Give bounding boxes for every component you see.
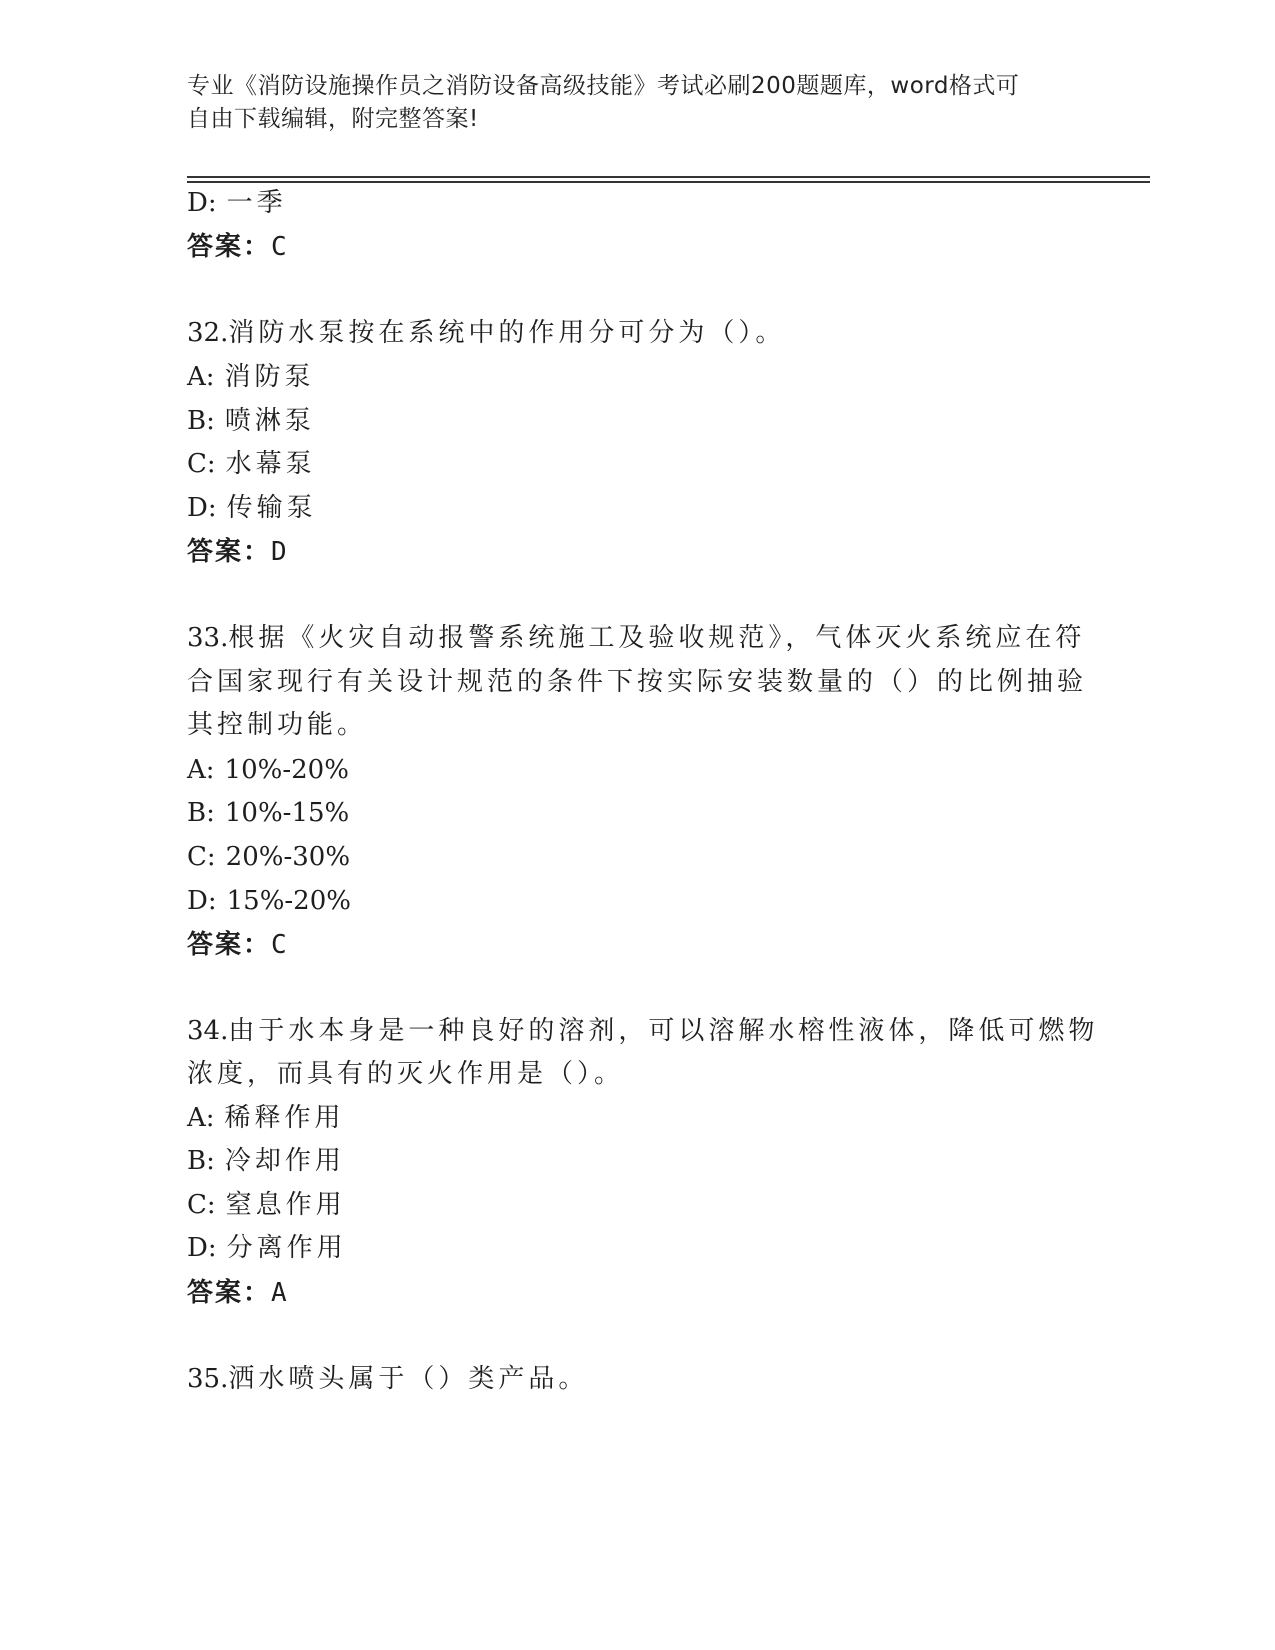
question-33-option-c: [187, 840, 350, 874]
option-letter: B:: [187, 406, 215, 436]
prev-answer: [187, 230, 289, 264]
answer-value: C: [271, 232, 289, 262]
option-letter: A:: [187, 1103, 215, 1133]
question-32-option-c: [187, 447, 316, 481]
option-letter: C:: [187, 449, 216, 479]
answer-value: C: [271, 930, 289, 960]
question-32-option-b: [187, 404, 315, 438]
question-32-text: [187, 316, 785, 350]
option-text: 传输泵: [226, 493, 317, 523]
option-letter: B:: [187, 798, 215, 828]
header-line-2: 自由下载编辑，附完整答案!: [187, 106, 479, 132]
option-text: 窒息作用: [225, 1190, 346, 1220]
option-letter: A:: [187, 362, 215, 392]
question-32-answer: [187, 535, 289, 569]
option-text: 水幕泵: [225, 449, 316, 479]
question-32-option-a: [187, 360, 315, 394]
option-text: 消防泵: [224, 362, 315, 392]
option-text: 10%-20%: [224, 755, 349, 785]
question-33-text-line-3: 其控制功能。: [187, 710, 368, 740]
option-text: 20%-30%: [225, 842, 351, 872]
answer-label: 答案：: [187, 930, 272, 960]
question-number: 35.: [187, 1364, 229, 1394]
question-32-option-d: [187, 491, 317, 525]
question-33-option-a: [187, 753, 349, 787]
option-letter: B:: [187, 1146, 215, 1176]
prev-option-d: [187, 186, 287, 220]
question-34-text-line-2: 浓度，而具有的灭火作用是（）。: [187, 1059, 625, 1089]
option-letter: D:: [187, 493, 217, 523]
question-34-option-c: [187, 1188, 346, 1222]
question-33-answer: [187, 928, 289, 962]
answer-label: 答案：: [187, 232, 272, 262]
header-divider-bottom: [187, 181, 1150, 183]
question-34-option-b: [187, 1144, 345, 1178]
question-number: 33.: [187, 623, 229, 653]
question-34-option-d: [187, 1231, 347, 1265]
question-stem: 洒水喷头属于（）类产品。: [228, 1364, 589, 1394]
question-34-answer: [187, 1276, 289, 1310]
answer-value: D: [271, 537, 289, 567]
question-stem: 由于水本身是一种良好的溶剂，可以溶解水榕性液体，降低可燃物: [228, 1016, 1099, 1046]
option-text: 稀释作用: [224, 1103, 345, 1133]
option-letter: A:: [187, 755, 215, 785]
question-33-option-d: [187, 884, 351, 918]
question-34-option-a: [187, 1101, 345, 1135]
option-text: 喷淋泵: [224, 406, 315, 436]
question-34-text-line-1: [187, 1014, 1098, 1048]
option-text: 冷却作用: [224, 1146, 345, 1176]
option-letter: C:: [187, 842, 216, 872]
header-divider-top: [187, 176, 1150, 178]
question-33-text-line-1: [187, 621, 1085, 655]
answer-label: 答案：: [187, 1278, 272, 1308]
question-35-text: [187, 1362, 588, 1396]
option-text: 一季: [226, 188, 287, 218]
question-stem: 根据《火灾自动报警系统施工及验收规范》，气体灭火系统应在符: [228, 623, 1086, 653]
question-33-option-b: [187, 796, 349, 830]
option-letter: C:: [187, 1190, 216, 1220]
header-line-1: 专业《消防设施操作员之消防设备高级技能》考试必刷200题题库，word格式可: [187, 73, 1020, 99]
option-letter: D:: [187, 188, 217, 218]
answer-label: 答案：: [187, 537, 272, 567]
option-text: 分离作用: [226, 1233, 347, 1263]
question-number: 34.: [187, 1016, 229, 1046]
answer-value: A: [271, 1278, 289, 1308]
question-33-text-line-2: 合国家现行有关设计规范的条件下按实际安装数量的（）的比例抽验: [187, 667, 1088, 697]
document-header: [187, 70, 1067, 136]
question-number: 32.: [187, 318, 229, 348]
option-letter: D:: [187, 1233, 217, 1263]
option-letter: D:: [187, 886, 217, 916]
question-stem: 消防水泵按在系统中的作用分可分为（）。: [228, 318, 786, 348]
option-text: 15%-20%: [226, 886, 351, 916]
option-text: 10%-15%: [224, 798, 350, 828]
